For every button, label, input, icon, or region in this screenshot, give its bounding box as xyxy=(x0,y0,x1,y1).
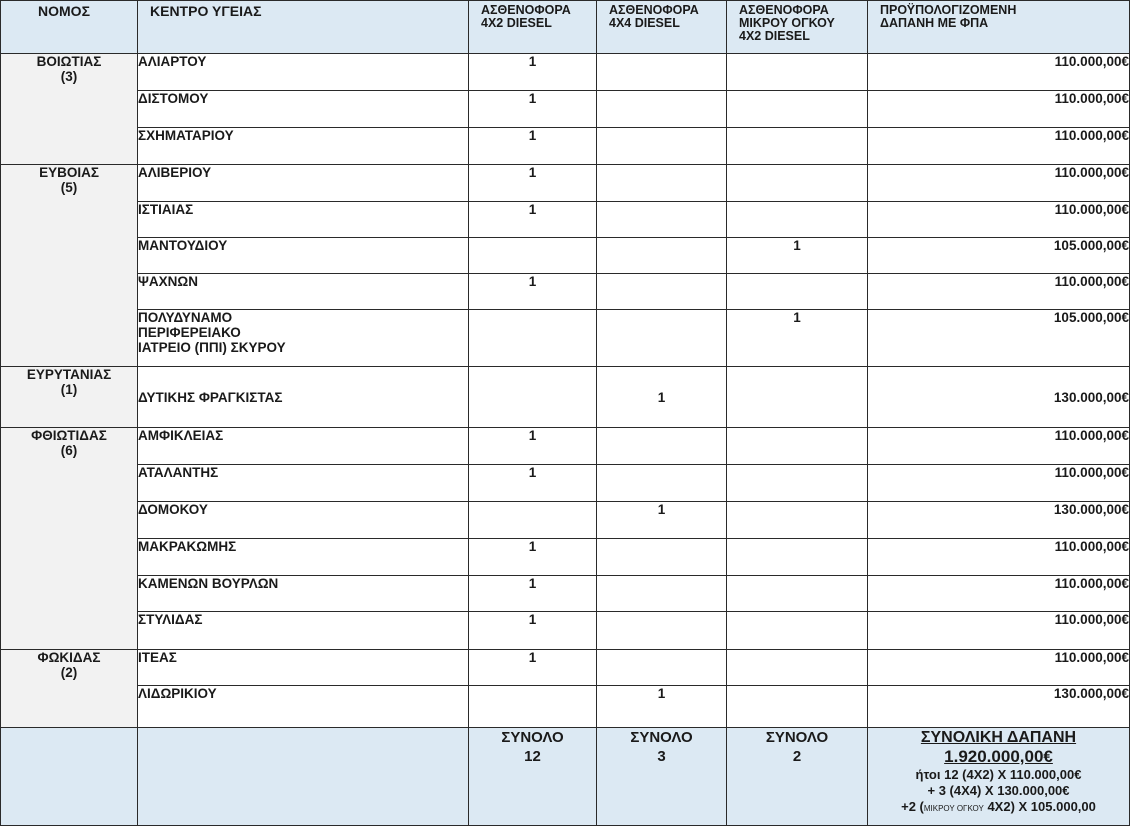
qty-4x4-cell xyxy=(597,310,727,367)
header-row xyxy=(1,1,1130,54)
group-cell: ΕΥΒΟΙΑΣ (5) xyxy=(1,165,138,367)
header-small: ΑΣΘΕΝΟΦΟΡΑ ΜΙΚΡΟΥ ΟΓΚΟΥ 4Χ2 DIESEL xyxy=(727,1,868,54)
qty-4x2-cell: 1 xyxy=(469,202,597,238)
qty-4x4-cell xyxy=(597,238,727,274)
group-cell: ΦΘΙΩΤΙΔΑΣ (6) xyxy=(1,428,138,650)
table-row xyxy=(1,165,1130,202)
cost-cell: 130.000,00€ xyxy=(868,367,1130,428)
qty-small-cell xyxy=(727,650,868,686)
kentro-cell: ΛΙΔΩΡΙΚΙΟΥ xyxy=(138,686,469,728)
table-row xyxy=(1,428,1130,465)
qty-4x4-cell xyxy=(597,91,727,128)
qty-4x2-cell: 1 xyxy=(469,612,597,650)
table-row xyxy=(1,612,1130,650)
cost-cell: 110.000,00€ xyxy=(868,128,1130,165)
kentro-cell: ΣΤΥΛΙΔΑΣ xyxy=(138,612,469,650)
qty-small-cell xyxy=(727,465,868,502)
qty-small-cell: 1 xyxy=(727,310,868,367)
cost-cell: 110.000,00€ xyxy=(868,612,1130,650)
kentro-cell: ΨΑΧΝΩΝ xyxy=(138,274,469,310)
qty-4x4-cell: 1 xyxy=(597,502,727,539)
cost-cell: 110.000,00€ xyxy=(868,91,1130,128)
table-row xyxy=(1,274,1130,310)
qty-4x2-cell: 1 xyxy=(469,650,597,686)
total-breakdown-line: +2 (ΜΙΚΡΟΥ ΟΓΚΟΥ 4Χ2) Χ 105.000,00 xyxy=(901,799,1096,814)
qty-4x2-cell: 1 xyxy=(469,465,597,502)
qty-small-cell xyxy=(727,539,868,576)
table-row xyxy=(1,650,1130,686)
qty-4x4-cell xyxy=(597,465,727,502)
qty-4x2-cell xyxy=(469,238,597,274)
total-small-cell: ΣΥΝΟΛΟ 2 xyxy=(727,728,868,826)
cost-cell: 110.000,00€ xyxy=(868,576,1130,612)
cost-cell: 130.000,00€ xyxy=(868,502,1130,539)
qty-small-cell xyxy=(727,428,868,465)
qty-small-cell xyxy=(727,202,868,238)
qty-4x4-cell: 1 xyxy=(597,686,727,728)
table-row xyxy=(1,202,1130,238)
table-row xyxy=(1,310,1130,367)
table-row xyxy=(1,539,1130,576)
qty-4x4-cell xyxy=(597,202,727,238)
qty-4x2-cell: 1 xyxy=(469,539,597,576)
table-row xyxy=(1,128,1130,165)
kentro-cell: ΜΑΝΤΟΥΔΙΟΥ xyxy=(138,238,469,274)
totals-row xyxy=(1,728,1130,826)
cost-cell: 105.000,00€ xyxy=(868,310,1130,367)
table-row xyxy=(1,367,1130,428)
qty-small-cell xyxy=(727,91,868,128)
qty-4x2-cell: 1 xyxy=(469,54,597,91)
cost-cell: 105.000,00€ xyxy=(868,238,1130,274)
total-cost-cell xyxy=(868,728,1130,826)
kentro-cell: ΔΥΤΙΚΗΣ ΦΡΑΓΚΙΣΤΑΣ xyxy=(138,367,469,428)
qty-4x4-cell xyxy=(597,165,727,202)
table-row xyxy=(1,91,1130,128)
table-row xyxy=(1,238,1130,274)
qty-4x4-cell xyxy=(597,54,727,91)
header-nomos: ΝΟΜΟΣ xyxy=(1,1,138,54)
qty-4x2-cell: 1 xyxy=(469,274,597,310)
qty-4x2-cell: 1 xyxy=(469,91,597,128)
cost-cell: 110.000,00€ xyxy=(868,54,1130,91)
qty-4x2-cell: 1 xyxy=(469,428,597,465)
header-kentro: ΚΕΝΤΡΟ ΥΓΕΙΑΣ xyxy=(138,1,469,54)
kentro-cell: ΔΟΜΟΚΟΥ xyxy=(138,502,469,539)
qty-small-cell xyxy=(727,612,868,650)
qty-4x2-cell xyxy=(469,310,597,367)
total-breakdown-line: ήτοι 12 (4Χ2) Χ 110.000,00€ xyxy=(915,767,1082,782)
table-row xyxy=(1,502,1130,539)
kentro-cell: ΜΑΚΡΑΚΩΜΗΣ xyxy=(138,539,469,576)
totals-empty-cell xyxy=(1,728,138,826)
qty-4x2-cell xyxy=(469,367,597,428)
qty-4x4-cell xyxy=(597,612,727,650)
cost-cell: 110.000,00€ xyxy=(868,428,1130,465)
group-cell: ΦΩΚΙΔΑΣ (2) xyxy=(1,650,138,728)
qty-small-cell xyxy=(727,576,868,612)
cost-cell: 110.000,00€ xyxy=(868,274,1130,310)
kentro-cell: ΣΧΗΜΑΤΑΡΙΟΥ xyxy=(138,128,469,165)
qty-4x4-cell xyxy=(597,539,727,576)
cost-cell: 130.000,00€ xyxy=(868,686,1130,728)
total-breakdown-line: + 3 (4Χ4) Χ 130.000,00€ xyxy=(927,783,1070,798)
qty-4x4-cell: 1 xyxy=(597,367,727,428)
qty-4x4-cell xyxy=(597,428,727,465)
table-row xyxy=(1,465,1130,502)
total-cost-title: ΣΥΝΟΛΙΚΗ ΔΑΠΑΝΗ xyxy=(920,729,1077,746)
cost-cell: 110.000,00€ xyxy=(868,650,1130,686)
group-cell: ΕΥΡΥΤΑΝΙΑΣ (1) xyxy=(1,367,138,428)
total-4x4-cell: ΣΥΝΟΛΟ 3 xyxy=(597,728,727,826)
header-4x2: ΑΣΘΕΝΟΦΟΡΑ 4Χ2 DIESEL xyxy=(469,1,597,54)
header-cost: ΠΡΟΫΠΟΛΟΓΙΖΟΜΕΝΗ ΔΑΠΑΝΗ ΜΕ ΦΠΑ xyxy=(868,1,1130,54)
cost-cell: 110.000,00€ xyxy=(868,539,1130,576)
qty-4x4-cell xyxy=(597,128,727,165)
total-4x2-cell: ΣΥΝΟΛΟ 12 xyxy=(469,728,597,826)
kentro-cell: ΔΙΣΤΟΜΟΥ xyxy=(138,91,469,128)
cost-cell: 110.000,00€ xyxy=(868,165,1130,202)
qty-small-cell xyxy=(727,54,868,91)
qty-small-cell xyxy=(727,686,868,728)
kentro-cell: ΙΤΕΑΣ xyxy=(138,650,469,686)
kentro-cell: ΑΛΙΑΡΤΟΥ xyxy=(138,54,469,91)
kentro-cell: ΑΤΑΛΑΝΤΗΣ xyxy=(138,465,469,502)
qty-4x2-cell xyxy=(469,686,597,728)
qty-4x4-cell xyxy=(597,274,727,310)
qty-4x2-cell: 1 xyxy=(469,576,597,612)
qty-4x4-cell xyxy=(597,650,727,686)
qty-4x2-cell: 1 xyxy=(469,128,597,165)
qty-small-cell xyxy=(727,165,868,202)
qty-small-cell xyxy=(727,274,868,310)
total-cost-sum: 1.920.000,00€ xyxy=(944,747,1053,766)
qty-small-cell xyxy=(727,367,868,428)
table-row xyxy=(1,576,1130,612)
qty-small-cell: 1 xyxy=(727,238,868,274)
group-cell: ΒΟΙΩΤΙΑΣ (3) xyxy=(1,54,138,165)
kentro-cell: ΙΣΤΙΑΙΑΣ xyxy=(138,202,469,238)
qty-4x4-cell xyxy=(597,576,727,612)
header-4x4: ΑΣΘΕΝΟΦΟΡΑ 4Χ4 DIESEL xyxy=(597,1,727,54)
kentro-cell: ΚΑΜΕΝΩΝ ΒΟΥΡΛΩΝ xyxy=(138,576,469,612)
cost-cell: 110.000,00€ xyxy=(868,465,1130,502)
totals-empty-cell xyxy=(138,728,469,826)
table-row xyxy=(1,54,1130,91)
qty-small-cell xyxy=(727,502,868,539)
kentro-cell: ΑΜΦΙΚΛΕΙΑΣ xyxy=(138,428,469,465)
kentro-cell: ΠΟΛΥΔΥΝΑΜΟ ΠΕΡΙΦΕΡΕΙΑΚΟ ΙΑΤΡΕΙΟ (ΠΠΙ) ΣΚΥΡΟΥ xyxy=(138,310,469,367)
qty-small-cell xyxy=(727,128,868,165)
table-row xyxy=(1,686,1130,728)
kentro-cell: ΑΛΙΒΕΡΙΟΥ xyxy=(138,165,469,202)
cost-cell: 110.000,00€ xyxy=(868,202,1130,238)
qty-4x2-cell xyxy=(469,502,597,539)
qty-4x2-cell: 1 xyxy=(469,165,597,202)
